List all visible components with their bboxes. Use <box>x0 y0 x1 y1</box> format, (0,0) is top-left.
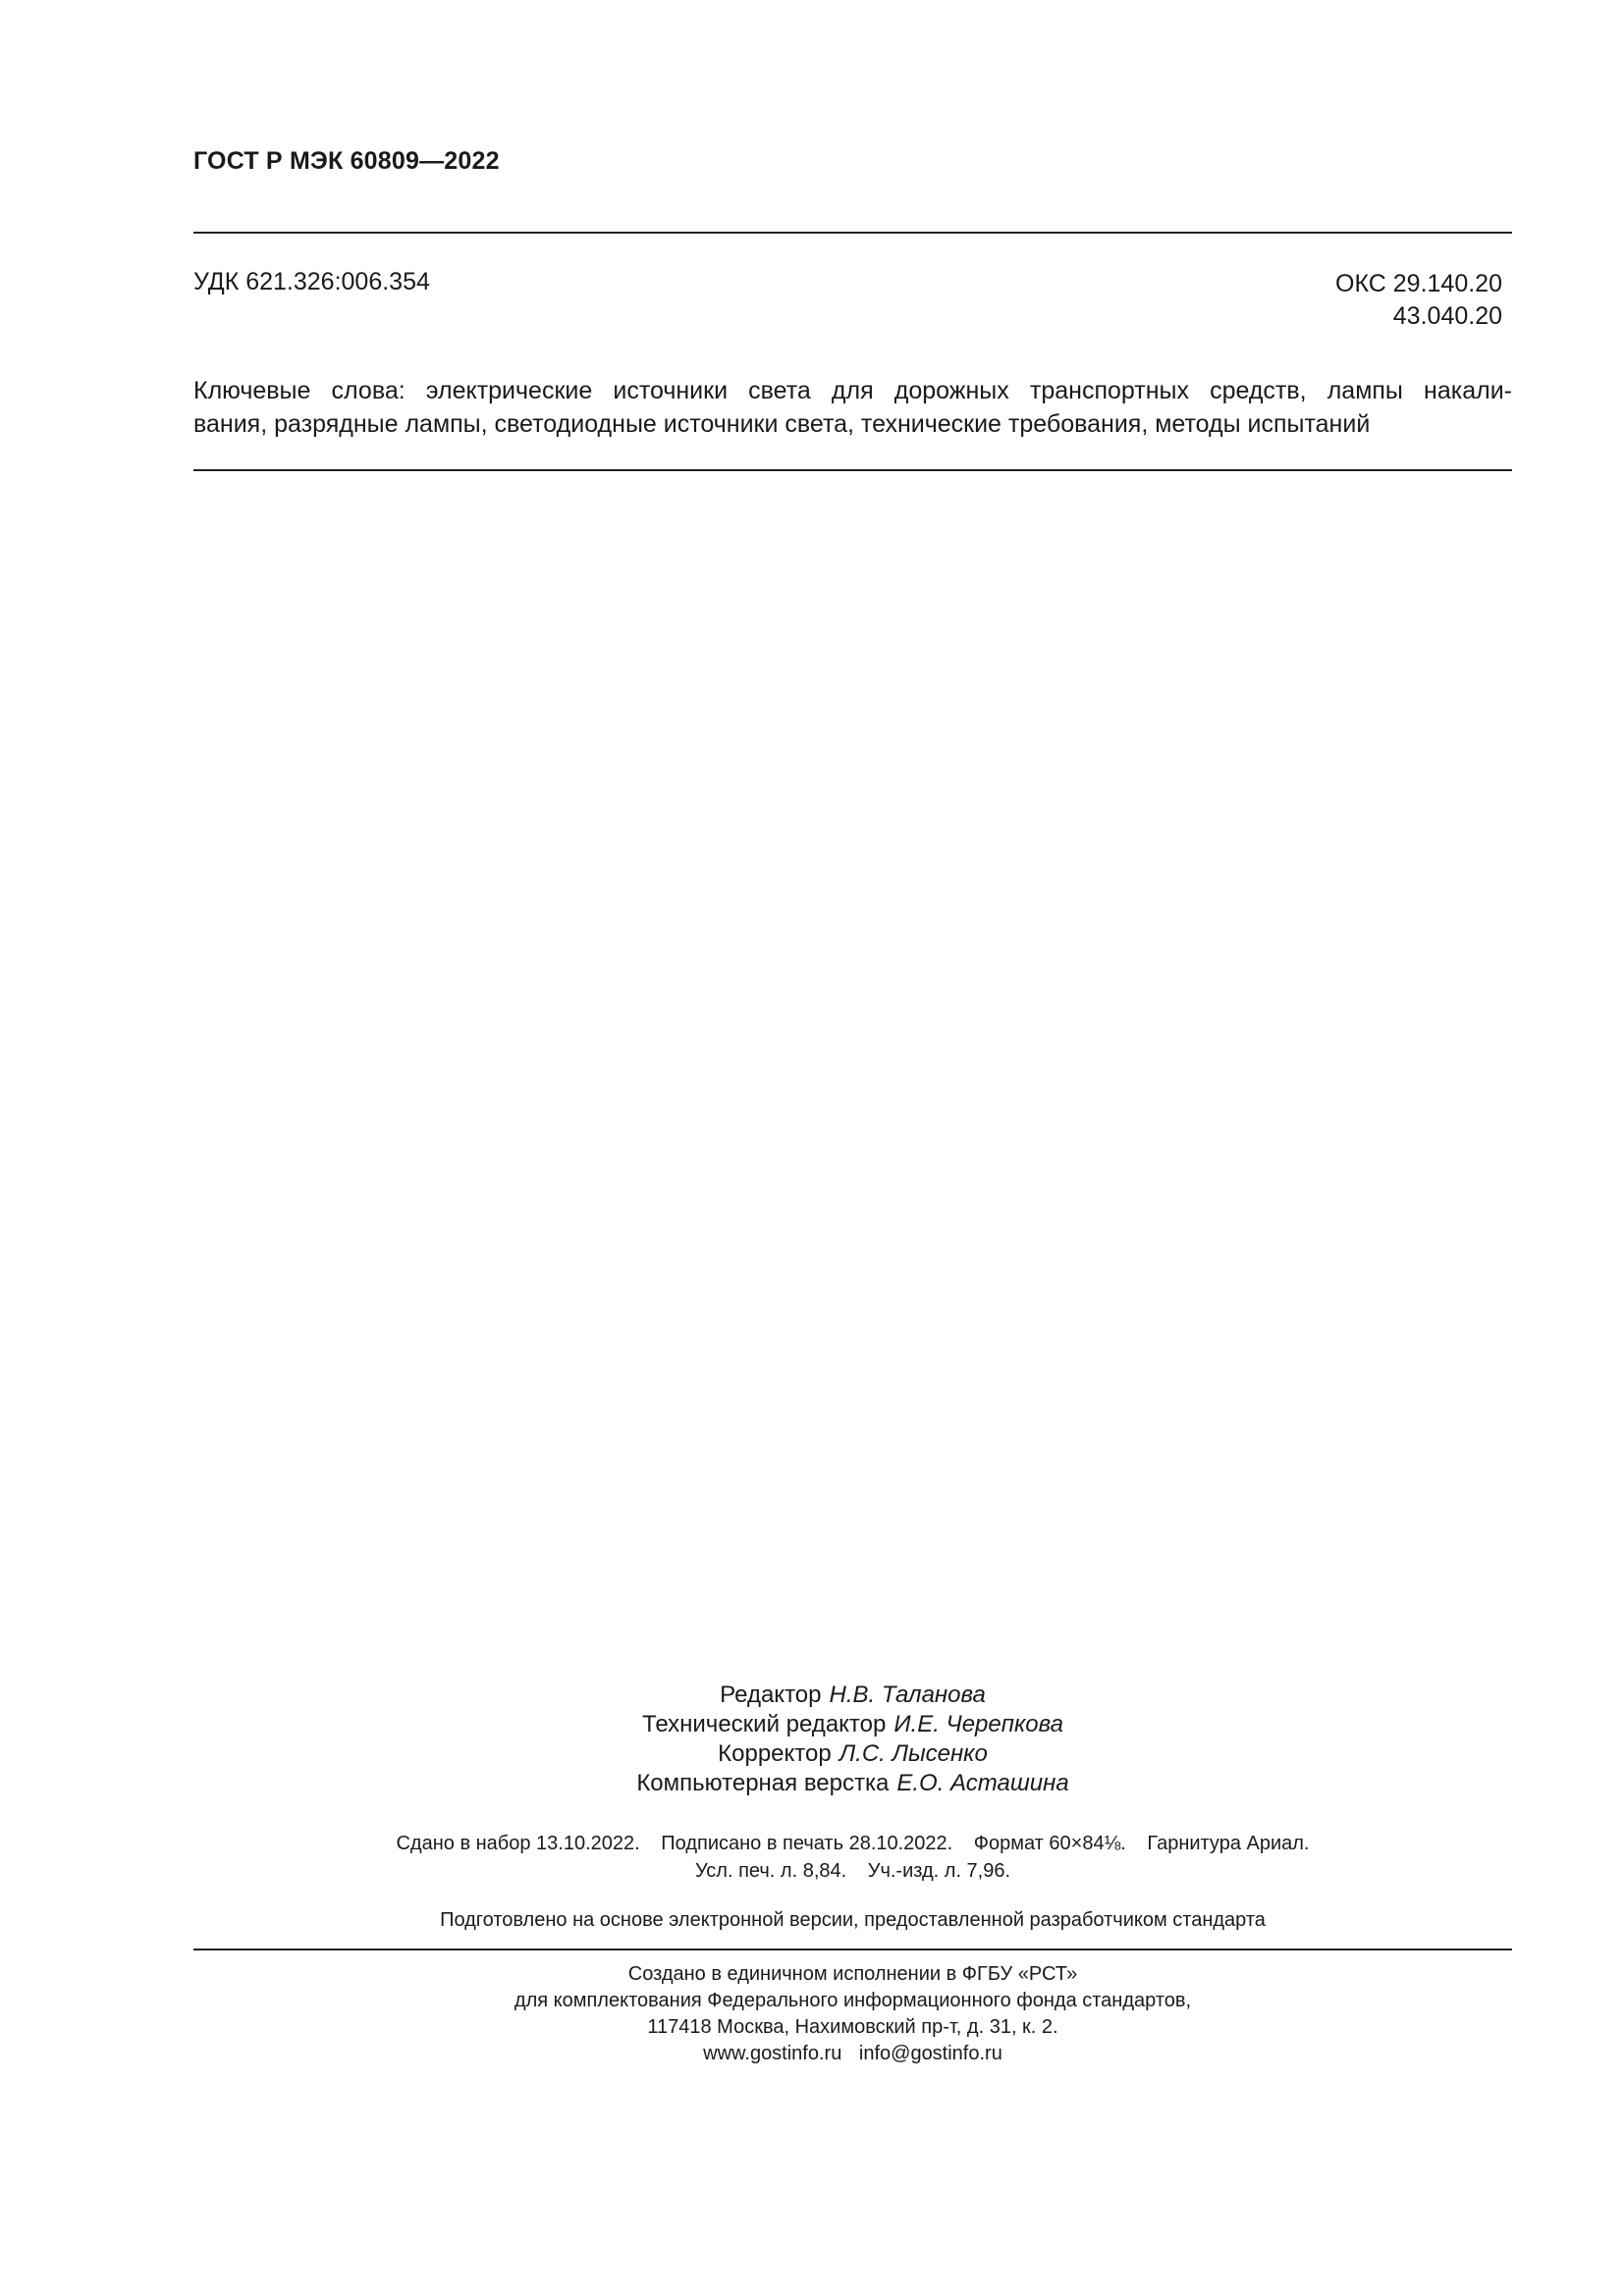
publisher-footer <box>193 1961 1512 2067</box>
signed-date: Подписано в печать 28.10.2022. <box>661 1833 953 1854</box>
print-info-line <box>193 1830 1512 1857</box>
oks-codes <box>1335 268 1502 333</box>
credit-role: Компьютерная верстка <box>636 1770 890 1796</box>
credit-name: Е.О. Асташина <box>896 1770 1069 1796</box>
prepared-note: Подготовлено на основе электронной версии, предоставленной разработчиком стандарта <box>440 1909 1266 1931</box>
footer-line: для комплектования Федерального информационного фонда стандартов, <box>514 1990 1192 2011</box>
footer-links <box>193 2041 1512 2067</box>
top-divider <box>193 232 1512 234</box>
credit-row-proofreader <box>193 1739 1512 1769</box>
credits-block <box>193 1681 1512 1798</box>
typeface: Гарнитура Ариал. <box>1147 1833 1310 1854</box>
credit-row-layout <box>193 1769 1512 1798</box>
print-info-line <box>193 1857 1512 1885</box>
keywords-divider <box>193 469 1512 471</box>
print-sheets: Усл. печ. л. 8,84. <box>694 1860 847 1882</box>
keywords-line: вания, разрядные лампы, светодиодные источники света, технические требования, методы испытаний <box>193 410 1371 438</box>
credit-name: Л.С. Лысенко <box>839 1740 988 1767</box>
oks-code-line: 43.040.20 <box>1392 302 1502 330</box>
footer-line: Создано в единичном исполнении в ФГБУ «РСТ» <box>627 1963 1078 1985</box>
website-link[interactable]: www.gostinfo.ru <box>703 2043 842 2064</box>
footer-line: 117418 Москва, Нахимовский пр-т, д. 31, к. 2. <box>647 2016 1058 2038</box>
credit-name: Н.В. Таланова <box>829 1682 986 1708</box>
keywords-line: Ключевые слова: электрические источники света для дорожных транспортных средств, лампы накали- <box>193 377 1512 404</box>
credit-role: Редактор <box>720 1682 822 1708</box>
credit-role: Технический редактор <box>642 1711 887 1737</box>
document-code: ГОСТ Р МЭК 60809—2022 <box>193 147 500 175</box>
credit-name: И.Е. Черепкова <box>893 1711 1063 1737</box>
submitted-date: Сдано в набор 13.10.2022. <box>396 1833 640 1854</box>
credit-role: Корректор <box>718 1740 832 1767</box>
keywords-paragraph <box>193 374 1512 441</box>
credit-row-editor <box>193 1681 1512 1710</box>
paper-format: Формат 60×84⅛. <box>973 1833 1126 1854</box>
footer-divider <box>193 1949 1512 1950</box>
udk-code: УДК 621.326:006.354 <box>193 268 430 295</box>
print-info-block <box>193 1830 1512 1885</box>
oks-code-line: ОКС 29.140.20 <box>1335 270 1502 297</box>
email-link[interactable]: info@gostinfo.ru <box>858 2043 1002 2064</box>
edition-sheets: Уч.-изд. л. 7,96. <box>867 1860 1011 1882</box>
credit-row-technical-editor <box>193 1710 1512 1739</box>
